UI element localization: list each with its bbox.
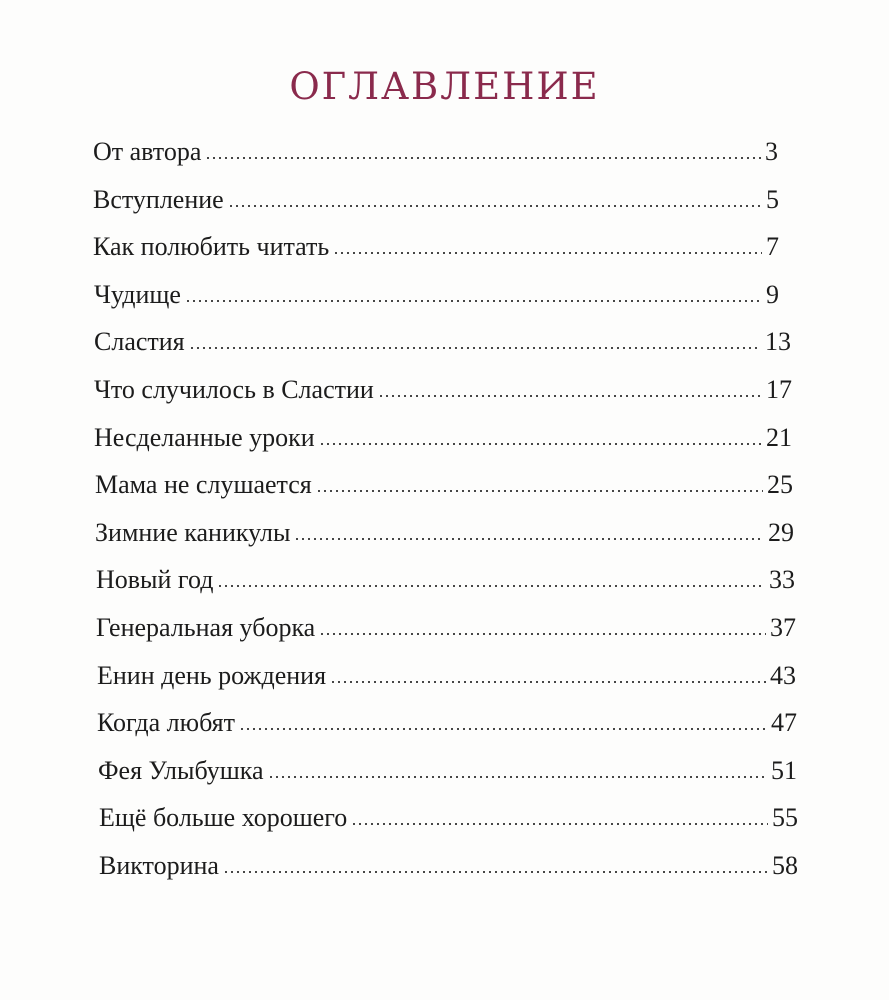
dot-leader [185, 299, 762, 303]
entry-title: Когда любят [97, 708, 235, 738]
entry-title: Мама не слушается [95, 470, 312, 500]
page-title: ОГЛАВЛЕНИЕ [289, 64, 600, 108]
entry-title: Зимние каникулы [95, 517, 291, 547]
entry-title: Как полюбить читать [93, 232, 330, 262]
entry-page-number: 3 [765, 137, 778, 166]
toc-entry [0, 747, 889, 795]
toc-entry [0, 509, 889, 557]
dot-leader [351, 822, 768, 826]
entry-page-number: 25 [767, 470, 793, 500]
dot-leader [268, 775, 768, 779]
toc-entry [0, 366, 889, 414]
entry-title: Енин день рождения [97, 660, 327, 690]
entry-page-number: 55 [772, 803, 798, 833]
dot-leader [228, 204, 762, 208]
dot-leader [205, 156, 761, 160]
toc-entry [0, 271, 889, 319]
entry-title: Генеральная уборка [96, 612, 316, 642]
dot-leader [316, 489, 763, 493]
entry-title: Несделанные уроки [94, 422, 315, 452]
entry-page-number: 37 [770, 612, 796, 642]
entry-title: Чудище [94, 279, 181, 309]
entry-page-number: 7 [766, 232, 779, 262]
entry-page-number: 17 [766, 374, 792, 404]
toc-entry [0, 414, 889, 462]
dot-leader [239, 727, 767, 731]
toc-entry [0, 842, 889, 890]
toc-entry [0, 699, 889, 747]
dot-leader [294, 537, 764, 541]
entry-title: От автора [93, 137, 202, 166]
entry-page-number: 43 [770, 660, 796, 690]
entry-page-number: 13 [765, 327, 791, 357]
dot-leader [330, 680, 766, 684]
entry-title: Викторина [99, 850, 219, 880]
dot-leader [223, 870, 768, 874]
entry-page-number: 58 [772, 850, 798, 880]
entry-page-number: 51 [771, 755, 797, 785]
entry-title: Фея Улыбушка [98, 755, 264, 785]
entry-page-number: 33 [769, 565, 795, 595]
dot-leader [189, 346, 761, 350]
entry-title: Сластия [94, 327, 185, 357]
entry-page-number: 9 [766, 279, 779, 309]
toc-entry [0, 461, 889, 509]
entry-page-number: 21 [766, 422, 792, 452]
toc-entry [0, 176, 889, 224]
toc-entry [0, 318, 889, 366]
dot-leader [378, 394, 762, 398]
dot-leader [319, 442, 762, 446]
table-of-contents [0, 128, 889, 890]
toc-entry [0, 794, 889, 842]
toc-entry [0, 128, 889, 176]
entry-page-number: 5 [766, 184, 779, 214]
dot-leader [217, 584, 765, 588]
toc-entry [0, 556, 889, 604]
toc-entry [0, 223, 889, 271]
entry-title: Новый год [96, 565, 214, 595]
entry-page-number: 29 [768, 517, 794, 547]
toc-entry [0, 604, 889, 652]
entry-title: Ещё больше хорошего [99, 803, 348, 833]
dot-leader [319, 632, 766, 636]
entry-title: Вступление [93, 184, 224, 214]
toc-entry [0, 652, 889, 700]
dot-leader [333, 251, 762, 255]
entry-page-number: 47 [771, 708, 797, 738]
entry-title: Что случилось в Сластии [94, 374, 374, 404]
